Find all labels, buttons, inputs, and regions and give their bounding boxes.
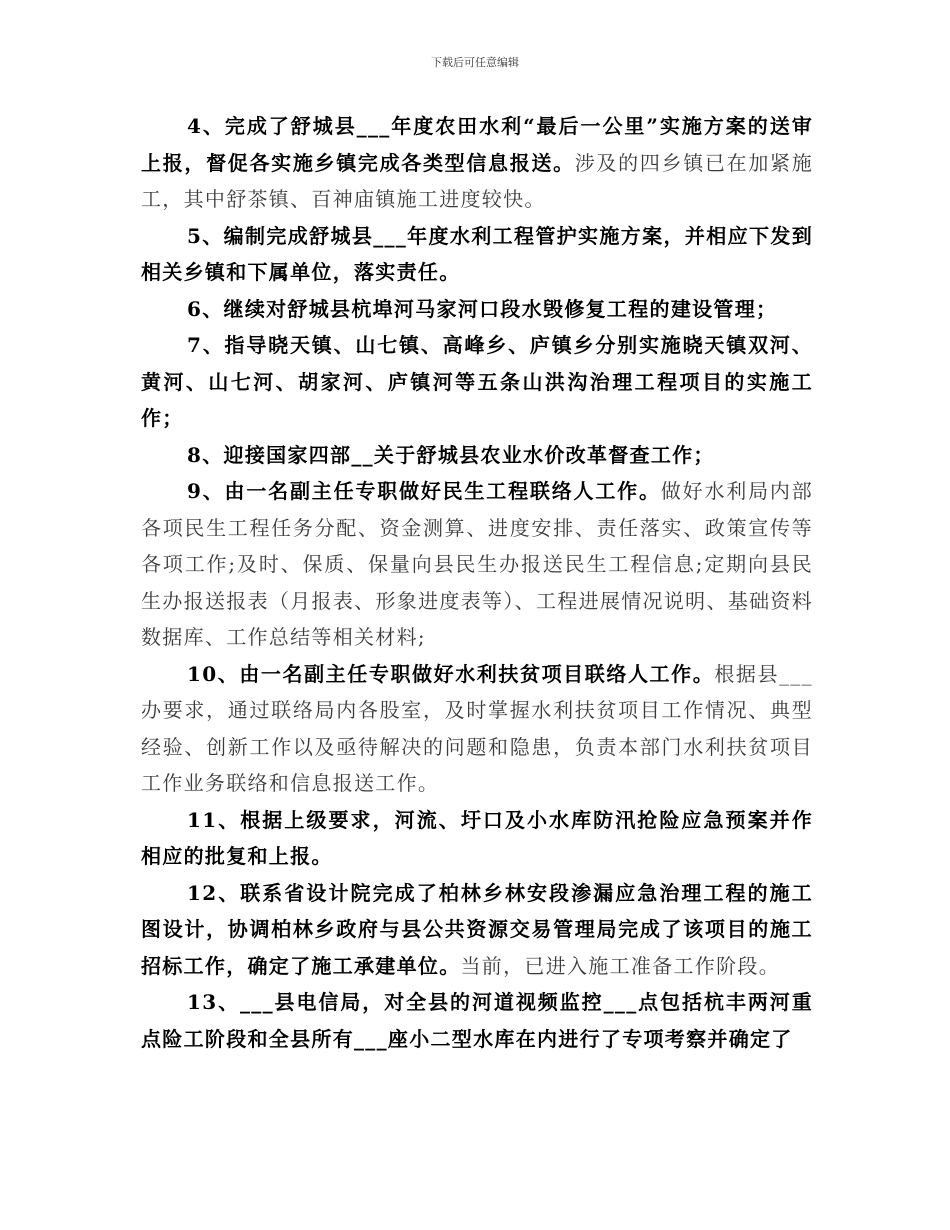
paragraph-lead: 7、指导晓天镇、山七镇、高峰乡、庐镇乡分别实施晓天镇双河、黄河、山七河、胡家河、庐镇河等五条山洪沟治理工程项目的实施工作； <box>141 333 813 430</box>
paragraph-6 <box>141 291 813 328</box>
paragraph-lead: 11、根据上级要求，河流、圩口及小水库防汛抢险应急预案并作相应的批复和上报。 <box>141 807 813 868</box>
paragraph-12 <box>141 875 813 985</box>
paragraph-10 <box>141 656 813 802</box>
paragraph-lead: 9、由一名副主任专职做好民生工程联络人工作。 <box>187 479 661 503</box>
paragraph-lead: 13、___县电信局，对全县的河道视频监控___点包括杭丰两河重点险工阶段和全县所有___座小二型水库在内进行了专项考察并确定了 <box>141 990 813 1051</box>
paragraph-lead: 8、迎接国家四部__关于舒城县农业水价改革督查工作； <box>187 442 715 467</box>
page-header: 下载后可任意编辑 <box>431 56 519 69</box>
paragraph-lead: 5、编制完成舒城县___年度水利工程管护实施方案，并相应下发到相关乡镇和下属单位，落实责任。 <box>141 223 813 284</box>
paragraph-5 <box>141 218 813 291</box>
paragraph-lead: 6、继续对舒城县杭埠河马家河口段水毁修复工程的建设管理； <box>187 296 778 321</box>
paragraph-4 <box>141 108 813 218</box>
paragraph-body: 涉及的四乡镇已在加紧施工，其中舒茶镇、百神庙镇施工进度较快。 <box>141 150 813 211</box>
paragraph-lead: 10、由一名副主任专职做好水利扶贫项目联络人工作。 <box>187 661 715 686</box>
document-body <box>141 108 813 1057</box>
paragraph-9 <box>141 473 813 656</box>
paragraph-13 <box>141 984 813 1057</box>
paragraph-body: 根据县___办要求，通过联络局内各股室，及时掌握水利扶贫项目工作情况、典型经验、创新工作以及亟待解决的问题和隐患，负责本部门水利扶贫项目工作业务联络和信息报送工作。 <box>141 661 813 795</box>
paragraph-lead: 4、完成了舒城县___年度农田水利“最后一公里”实施方案的送审上报，督促各实施乡镇完成各类型信息报送。 <box>141 114 813 175</box>
paragraph-body: 做好水利局内部各项民生工程任务分配、资金测算、进度安排、责任落实、政策宣传等各项工作;及时、保质、保量向县民生办报送民生工程信息;定期向县民生办报送报表（月报表、形象进度表等）、工程进展情况说明、基础资料数据库、工作总结等相关材料; <box>141 479 813 649</box>
paragraph-11 <box>141 802 813 875</box>
paragraph-body: 当前，已进入施工准备工作阶段。 <box>460 953 780 978</box>
paragraph-8 <box>141 437 813 474</box>
paragraph-lead: 12、联系省设计院完成了柏林乡林安段渗漏应急治理工程的施工图设计，协调柏林乡政府与县公共资源交易管理局完成了该项目的施工招标工作，确定了施工承建单位。 <box>141 880 813 978</box>
paragraph-7 <box>141 327 813 437</box>
